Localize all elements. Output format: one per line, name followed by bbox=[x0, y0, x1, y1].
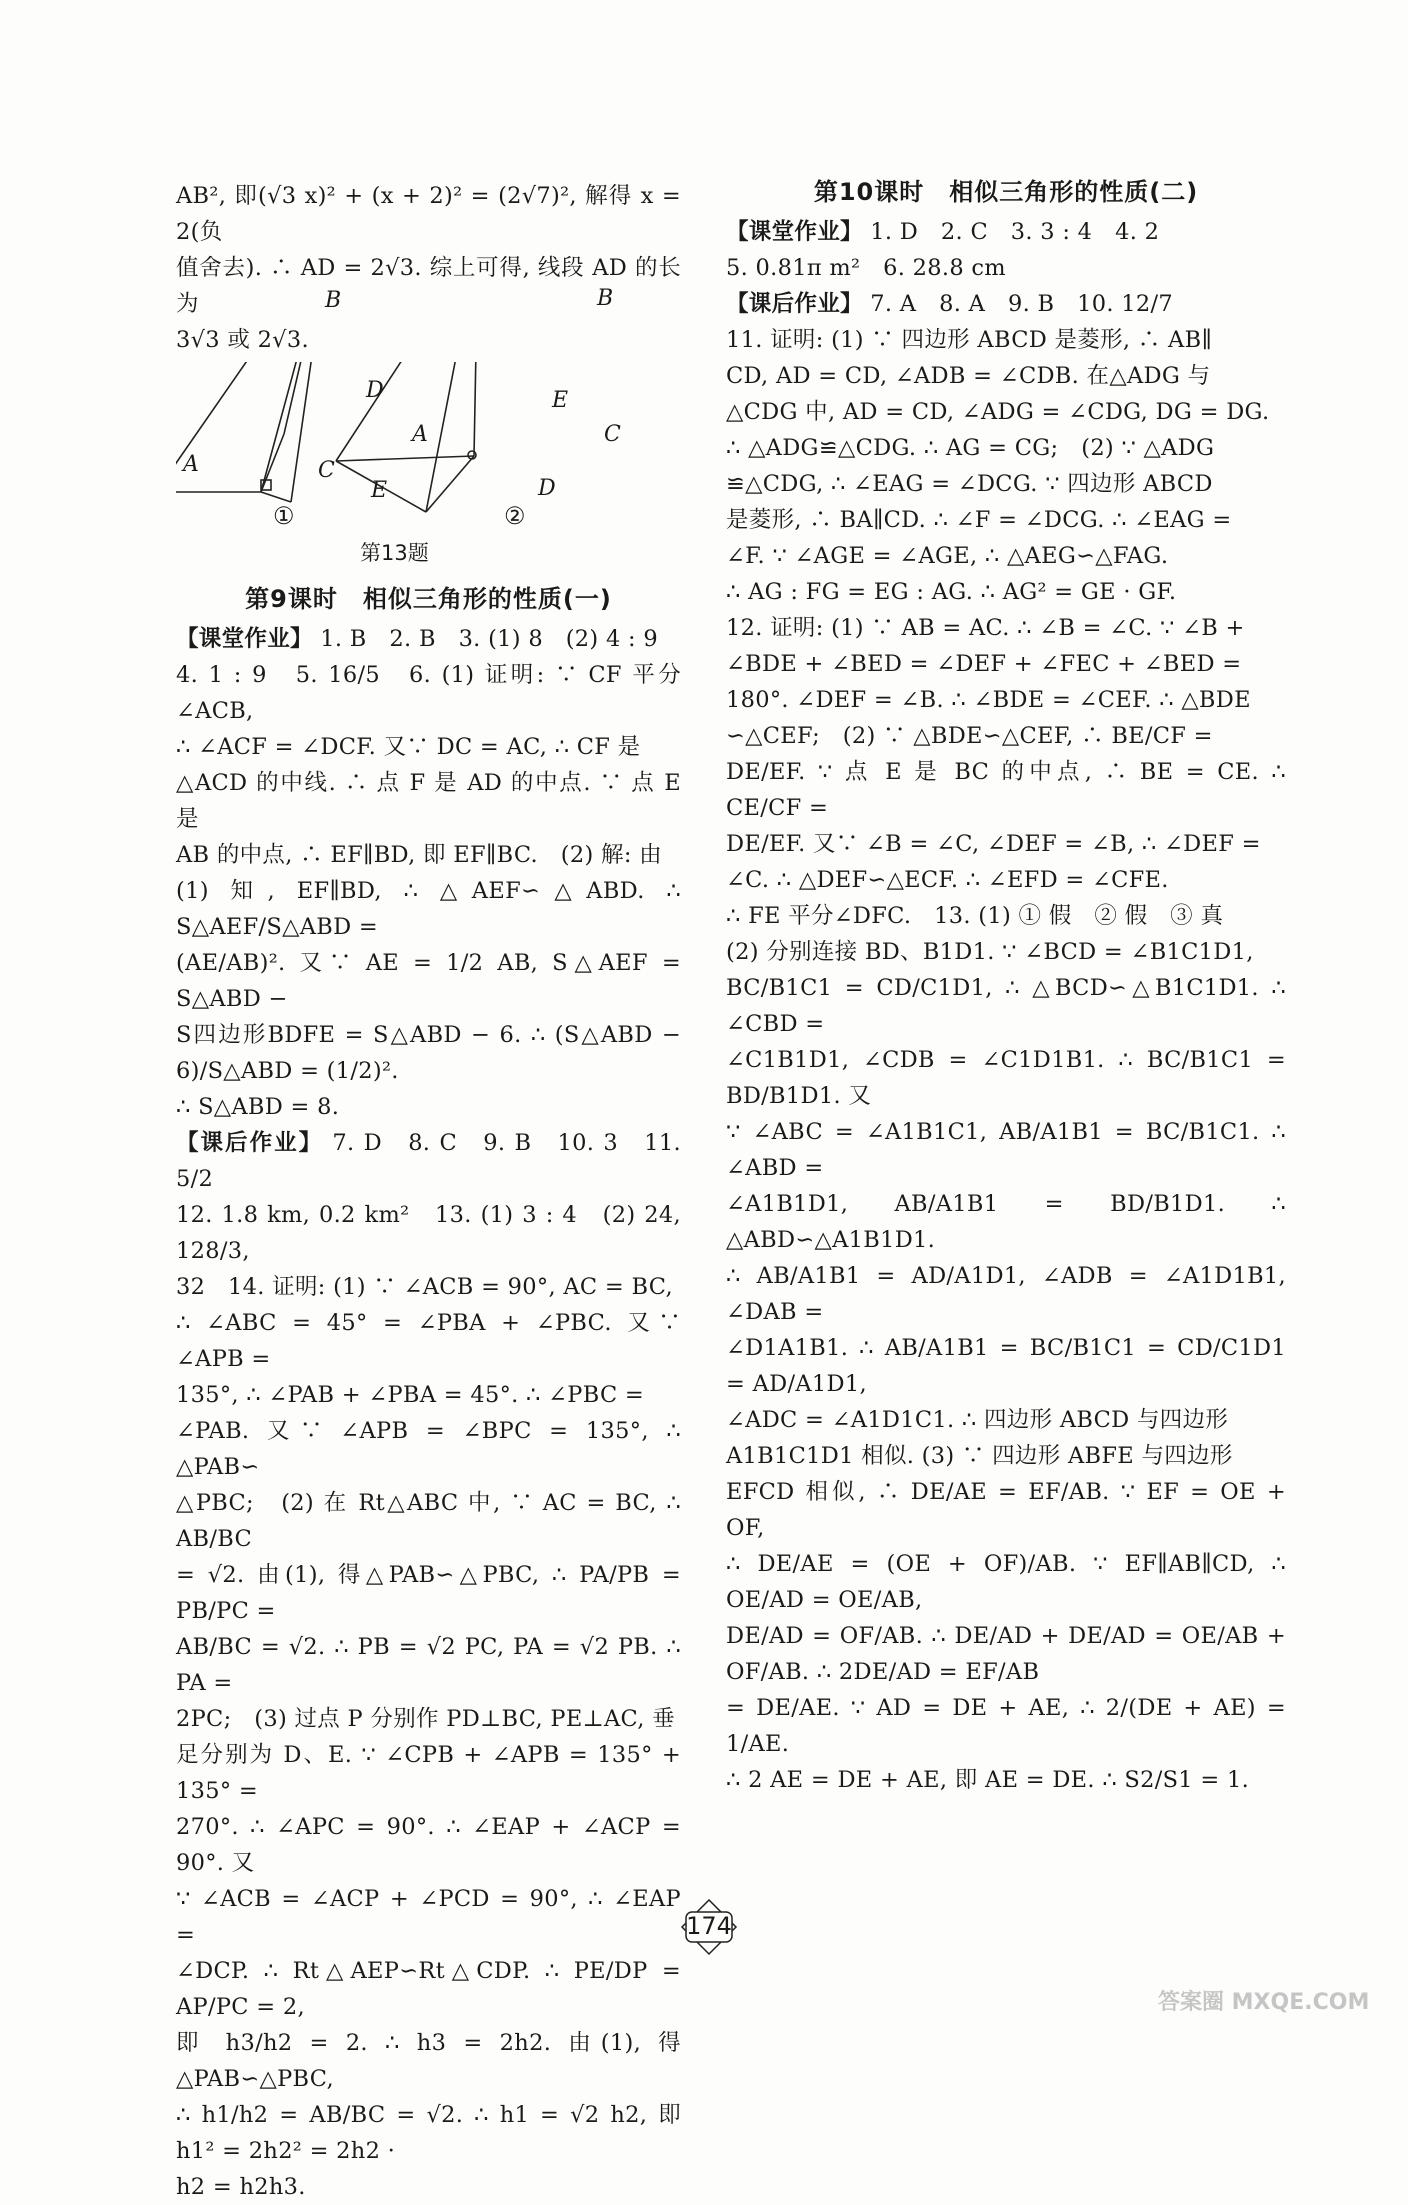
point-label: C bbox=[318, 458, 335, 483]
point-label: D bbox=[538, 476, 556, 501]
figure-number-label: ② bbox=[504, 502, 526, 530]
text-line: EFCD 相似, ∴ DE/AE = EF/AB. ∵ EF = OE + OF, bbox=[726, 1479, 1286, 1541]
page-number-badge bbox=[680, 1898, 738, 1956]
text-line: ∠C1B1D1, ∠CDB = ∠C1D1B1. ∴ BC/B1C1 = BD/B1D1. 又 bbox=[726, 1047, 1286, 1109]
intro-text bbox=[176, 178, 681, 358]
text-line: 【课后作业】 7. D 8. C 9. B 10. 3 11. 5/2 bbox=[176, 1130, 681, 1192]
text-line: ≌△CDG, ∴ ∠EAG = ∠DCG. ∵ 四边形 ABCD bbox=[726, 471, 1213, 497]
text-line: △ACD 的中线. ∴ 点 F 是 AD 的中点. ∵ 点 E 是 bbox=[176, 770, 681, 832]
text-line: h2 = h2h3. bbox=[176, 2174, 306, 2200]
text-line: 【课后作业】 7. A 8. A 9. B 10. 12/7 bbox=[726, 291, 1174, 317]
text-line: ∴ AG : FG = EG : AG. ∴ AG² = GE · GF. bbox=[726, 579, 1177, 605]
text-line: ∴ ∠ABC = 45° = ∠PBA + ∠PBC. 又∵ ∠APB = bbox=[176, 1310, 681, 1372]
point-label: B bbox=[597, 286, 614, 311]
section-tag: 【课堂作业】 bbox=[726, 219, 863, 245]
text-line: = √2. 由(1), 得△PAB∽△PBC, ∴ PA/PB = PB/PC = bbox=[176, 1562, 681, 1624]
text-line: 值舍去). ∴ AD = 2√3. 综上可得, 线段 AD 的长为 bbox=[176, 255, 681, 317]
text-line: 2PC; (3) 过点 P 分别作 PD⊥BC, PE⊥AC, 垂 bbox=[176, 1706, 675, 1732]
lesson-heading: 第9课时 相似三角形的性质(一) bbox=[245, 585, 612, 613]
text-line: DE/EF. 又∵ ∠B = ∠C, ∠DEF = ∠B, ∴ ∠DEF = bbox=[726, 831, 1261, 857]
text-line: 4. 1 : 9 5. 16/5 6. (1) 证明: ∵ CF 平分∠ACB, bbox=[176, 662, 681, 724]
text-line: 12. 1.8 km, 0.2 km² 13. (1) 3 : 4 (2) 24, 128/3, bbox=[176, 1202, 681, 1264]
left-column-body bbox=[176, 575, 681, 2205]
text-line: 270°. ∴ ∠APC = 90°. ∴ ∠EAP + ∠ACP = 90°. 又 bbox=[176, 1814, 681, 1876]
text-line: 即 h3/h2 = 2. ∴ h3 = 2h2. 由(1), 得△PAB∽△PBC, bbox=[176, 2030, 681, 2092]
text-line: 5. 0.81π m² 6. 28.8 cm bbox=[726, 255, 1006, 281]
text-line: 135°, ∴ ∠PAB + ∠PBA = 45°. ∴ ∠PBC = bbox=[176, 1382, 645, 1408]
text-line: DE/EF. ∵ 点 E 是 BC 的中点, ∴ BE = CE. ∴ CE/CF = bbox=[726, 759, 1286, 821]
watermark-logo: 答案圈 MXQE.COM bbox=[1158, 1990, 1370, 2015]
text-line: = DE/AE. ∵ AD = DE + AE, ∴ 2/(DE + AE) = 1/AE. bbox=[726, 1695, 1286, 1757]
text-line: AB/BC = √2. ∴ PB = √2 PC, PA = √2 PB. ∴ PA = bbox=[176, 1634, 681, 1696]
text-line: 32 14. 证明: (1) ∵ ∠ACB = 90°, AC = BC, bbox=[176, 1274, 673, 1300]
text-line: 11. 证明: (1) ∵ 四边形 ABCD 是菱形, ∴ AB∥ bbox=[726, 327, 1213, 353]
point-label: E bbox=[552, 388, 569, 413]
section-tag: 【课后作业】 bbox=[726, 291, 863, 317]
text-line: AB², 即(√3 x)² + (x + 2)² = (2√7)², 解得 x = 2(负 bbox=[176, 183, 681, 245]
text-line: BC/B1C1 = CD/C1D1, ∴ △BCD∽△B1C1D1. ∴ ∠CBD = bbox=[726, 975, 1286, 1037]
text-line: 足分别为 D、E. ∵ ∠CPB + ∠APB = 135° + 135° = bbox=[176, 1742, 681, 1804]
text-line: ∠C. ∴ △DEF∽△ECF. ∴ ∠EFD = ∠CFE. bbox=[726, 867, 1169, 893]
text-line: CD, AD = CD, ∠ADB = ∠CDB. 在△ADG 与 bbox=[726, 363, 1211, 389]
answer-text bbox=[176, 621, 681, 2205]
text-line: DE/AD = OF/AB. ∴ DE/AD + DE/AD = OE/AB + OF/AB. ∴ 2DE/AD = EF/AB bbox=[726, 1623, 1286, 1685]
answer-text bbox=[726, 214, 1286, 1798]
text-line: ∠BDE + ∠BED = ∠DEF + ∠FEC + ∠BED = bbox=[726, 651, 1242, 677]
text-line: (1) 知, EF∥BD, ∴ △AEF∽△ABD. ∴ S△AEF/S△ABD = bbox=[176, 878, 681, 940]
text-line: A1B1C1D1 相似. (3) ∵ 四边形 ABFE 与四边形 bbox=[726, 1443, 1233, 1469]
point-label: A bbox=[412, 422, 428, 447]
text-line: △PBC; (2) 在 Rt△ABC 中, ∵ AC = BC, ∴ AB/BC bbox=[176, 1490, 681, 1552]
text-line: ∠PAB. 又∵ ∠APB = ∠BPC = 135°, ∴ △PAB∽ bbox=[176, 1418, 681, 1480]
triangle-diagrams bbox=[176, 362, 681, 602]
left-column bbox=[176, 178, 681, 602]
text-line: ∴ S△ABD = 8. bbox=[176, 1094, 340, 1120]
point-label: E bbox=[371, 478, 388, 503]
page-number: 174 bbox=[686, 1912, 732, 1940]
section-tag: 【课后作业】 bbox=[176, 1130, 324, 1156]
text-line: ∴ FE 平分∠DFC. 13. (1) ① 假 ② 假 ③ 真 bbox=[726, 903, 1224, 929]
text-line: ∠F. ∵ ∠AGE = ∠AGE, ∴ △AEG∽△FAG. bbox=[726, 543, 1169, 569]
right-column bbox=[726, 168, 1286, 1798]
figure-number-label: ① bbox=[273, 502, 295, 530]
text-line: 【课堂作业】 1. B 2. B 3. (1) 8 (2) 4 : 9 bbox=[176, 626, 658, 652]
text-line: ∴ ∠ACF = ∠DCF. 又∵ DC = AC, ∴ CF 是 bbox=[176, 734, 641, 760]
point-label: D bbox=[366, 378, 384, 403]
text-line: ∴ DE/AE = (OE + OF)/AB. ∵ EF∥AB∥CD, ∴ OE/AD = OE/AB, bbox=[726, 1551, 1286, 1613]
point-label: C bbox=[604, 422, 621, 447]
point-label: A bbox=[183, 452, 199, 477]
point-label: B bbox=[325, 288, 342, 313]
geometry-figure-13 bbox=[176, 362, 681, 602]
section-tag: 【课堂作业】 bbox=[176, 626, 313, 652]
text-line: ∽△CEF; (2) ∵ △BDE∽△CEF, ∴ BE/CF = bbox=[726, 723, 1213, 749]
lesson-heading: 第10课时 相似三角形的性质(二) bbox=[813, 178, 1199, 206]
text-line: S四边形BDFE = S△ABD − 6. ∴ (S△ABD − 6)/S△ABD = (1/2)². bbox=[176, 1022, 681, 1084]
text-line: ∴ AB/A1B1 = AD/A1D1, ∠ADB = ∠A1D1B1, ∠DAB = bbox=[726, 1263, 1286, 1325]
text-line: ∴ △ADG≌△CDG. ∴ AG = CG; (2) ∵ △ADG bbox=[726, 435, 1215, 461]
text-line: ∴ h1/h2 = AB/BC = √2. ∴ h1 = √2 h2, 即 h1² = 2h2² = 2h2 · bbox=[176, 2102, 681, 2164]
text-line: ∴ 2 AE = DE + AE, 即 AE = DE. ∴ S2/S1 = 1. bbox=[726, 1767, 1250, 1793]
text-line: ∠D1A1B1. ∴ AB/A1B1 = BC/B1C1 = CD/C1D1 = AD/A1D1, bbox=[726, 1335, 1286, 1397]
text-line: 是菱形, ∴ BA∥CD. ∴ ∠F = ∠DCG. ∴ ∠EAG = bbox=[726, 507, 1232, 533]
text-line: AB 的中点, ∴ EF∥BD, 即 EF∥BC. (2) 解: 由 bbox=[176, 842, 662, 868]
text-line: △CDG 中, AD = CD, ∠ADG = ∠CDG, DG = DG. bbox=[726, 399, 1270, 425]
text-line: ∵ ∠ABC = ∠A1B1C1, AB/A1B1 = BC/B1C1. ∴ ∠ABD = bbox=[726, 1119, 1286, 1181]
text-line: 180°. ∠DEF = ∠B. ∴ ∠BDE = ∠CEF. ∴ △BDE bbox=[726, 687, 1251, 713]
text-line: ∵ ∠ACB = ∠ACP + ∠PCD = 90°, ∴ ∠EAP = bbox=[176, 1886, 681, 1948]
text-line: ∠ADC = ∠A1D1C1. ∴ 四边形 ABCD 与四边形 bbox=[726, 1407, 1229, 1433]
text-line: ∠DCP. ∴ Rt△AEP∽Rt△CDP. ∴ PE/DP = AP/PC = 2, bbox=[176, 1958, 681, 2020]
text-line: 3√3 或 2√3. bbox=[176, 327, 309, 353]
text-line: 12. 证明: (1) ∵ AB = AC. ∴ ∠B = ∠C. ∵ ∠B + bbox=[726, 615, 1245, 641]
figure-caption: 第13题 bbox=[360, 541, 429, 565]
text-line: ∠A1B1D1, AB/A1B1 = BD/B1D1. ∴ △ABD∽△A1B1D1. bbox=[726, 1191, 1286, 1253]
text-line: (AE/AB)². 又∵ AE = 1/2 AB, S△AEF = S△ABD − bbox=[176, 950, 681, 1012]
text-line: 【课堂作业】 1. D 2. C 3. 3 : 4 4. 2 bbox=[726, 219, 1160, 245]
text-line: (2) 分别连接 BD、B1D1. ∵ ∠BCD = ∠B1C1D1, bbox=[726, 939, 1254, 965]
